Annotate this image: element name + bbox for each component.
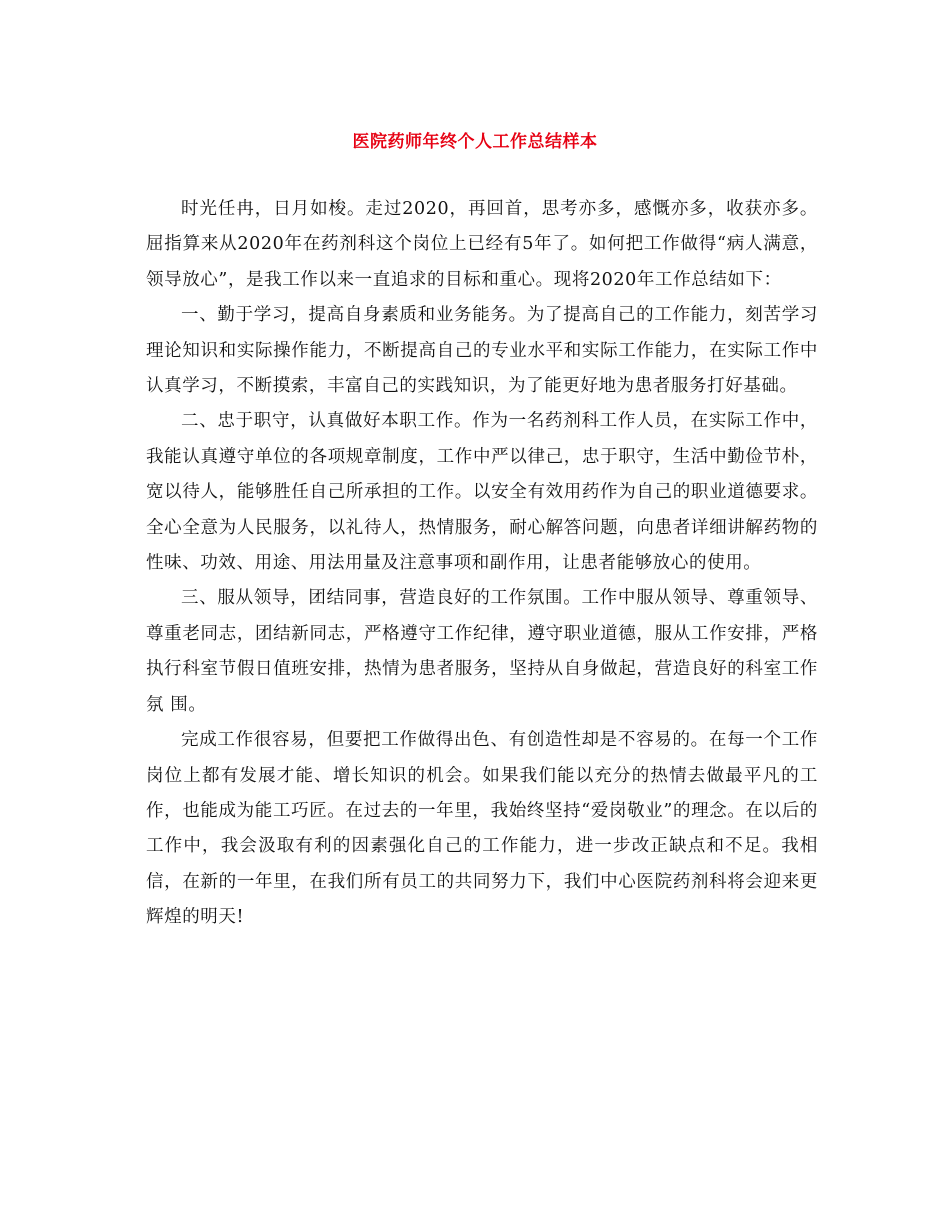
paragraph-duty: 二、忠于职守，认真做好本职工作。作为一名药剂科工作人员，在实际工作中，我能认真遵守单位的各项规章制度，工作中严以律己，忠于职守，生活中勤俭节朴，宽以待人，能够胜任自己所承担的工作。以安全有效用药作为自己的职业道德要求。全心全意为人民服务，以礼待人，热情服务，耐心解答问题，向患者详细讲解药物的性味、功效、用途、用法用量及注意事项和副作用，让患者能够放心的使用。 <box>146 411 818 574</box>
document-body <box>146 192 818 936</box>
paragraph-conclusion: 完成工作很容易，但要把工作做得出色、有创造性却是不容易的。在每一个工作岗位上都有发展才能、增长知识的机会。如果我们能以充分的热情去做最平凡的工作，也能成为能工巧匠。在过去的一年里，我始终坚持“爱岗敬业”的理念。在以后的工作中，我会汲取有利的因素强化自己的工作能力，进一步改正缺点和不足。我相信，在新的一年里，在我们所有员工的共同努力下，我们中心医院药剂科将会迎来更辉煌的明天! <box>146 730 818 928</box>
paragraph-teamwork: 三、服从领导，团结同事，营造良好的工作氛围。工作中服从领导、尊重领导、尊重老同志，团结新同志，严格遵守工作纪律，遵守职业道德，服从工作安排，严格执行科室节假日值班安排，热情为患者服务，坚持从自身做起，营造良好的科室工作氛 围。 <box>146 588 818 715</box>
paragraph-study: 一、勤于学习，提高自身素质和业务能务。为了提高自己的工作能力，刻苦学习理论知识和实际操作能力，不断提高自己的专业水平和实际工作能力，在实际工作中认真学习，不断摸索，丰富自己的实践知识，为了能更好地为患者服务打好基础。 <box>146 305 818 397</box>
paragraph-intro: 时光任冉，日月如梭。走过2020，再回首，思考亦多，感慨亦多，收获亦多。屈指算来从2020年在药剂科这个岗位上已经有5年了。如何把工作做得“病人满意，领导放心”，是我工作以来一直追求的目标和重心。现将2020年工作总结如下： <box>146 199 818 290</box>
document-title: 医院药师年终个人工作总结样本 <box>352 132 598 152</box>
